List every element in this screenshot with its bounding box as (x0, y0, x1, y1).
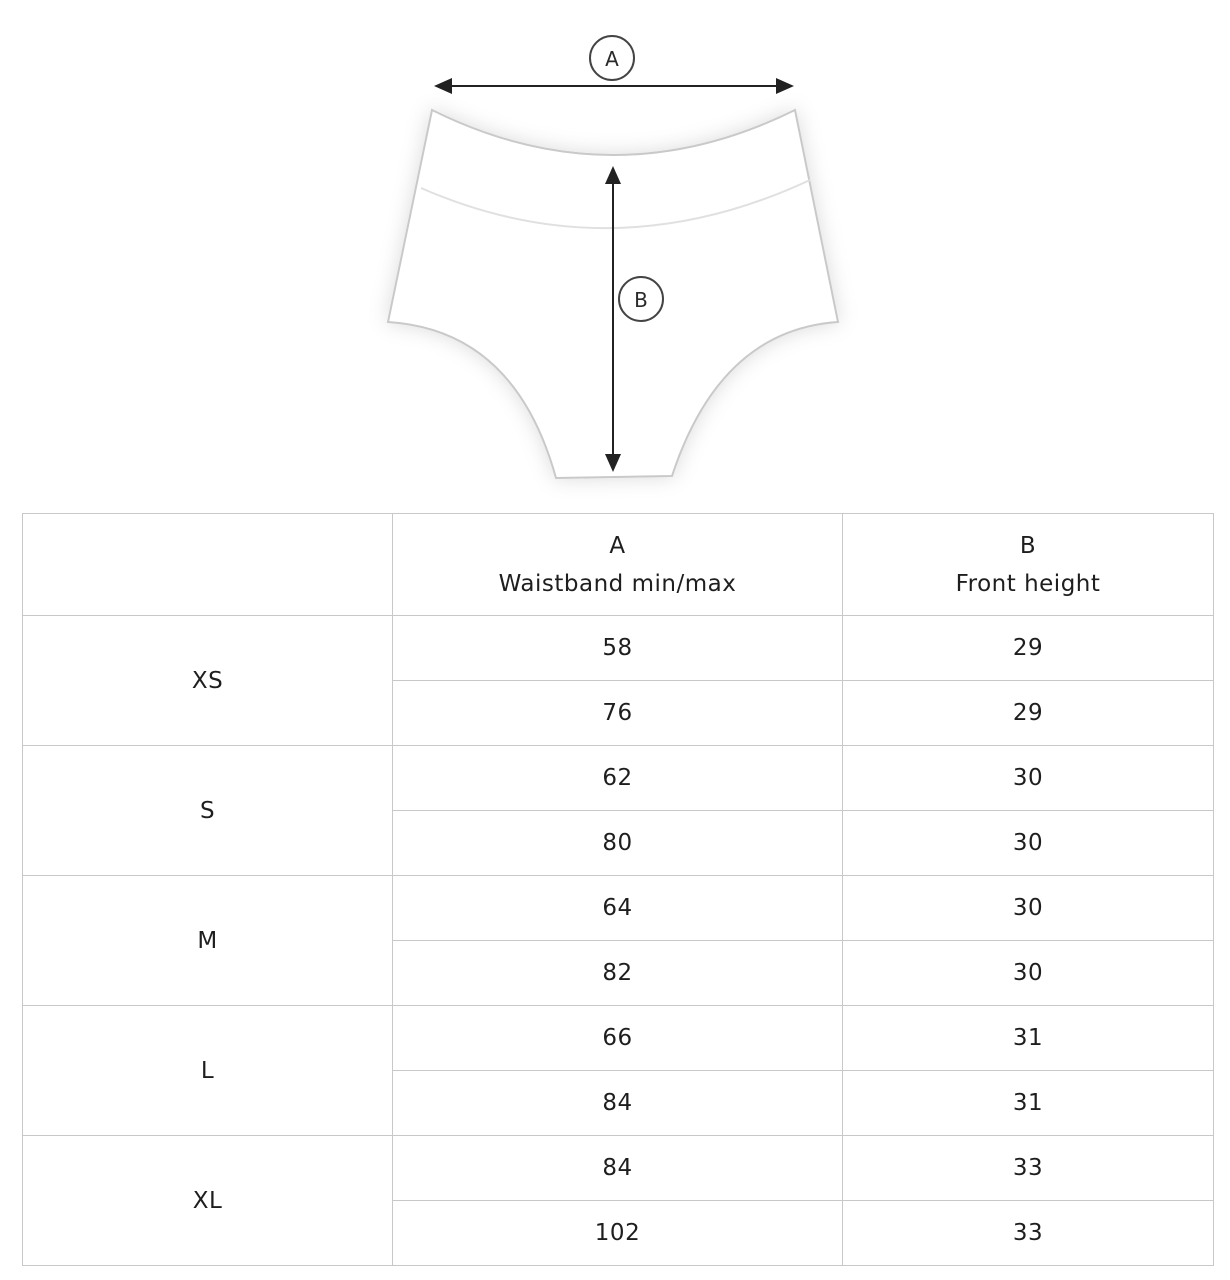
front-height-value: 33 (843, 1136, 1214, 1201)
waistband-value: 80 (393, 811, 843, 876)
header-a-letter: A (609, 532, 626, 559)
size-cell-xl: XL (23, 1136, 393, 1266)
size-chart-table (22, 513, 1214, 1266)
waistband-value: 62 (393, 746, 843, 811)
waistband-value: 66 (393, 1006, 843, 1071)
table-row (23, 746, 1214, 811)
waistband-value: 58 (393, 616, 843, 681)
front-height-value: 30 (843, 746, 1214, 811)
waistband-value: 64 (393, 876, 843, 941)
waistband-value: 102 (393, 1201, 843, 1266)
garment-diagram (0, 0, 1230, 505)
front-height-value: 31 (843, 1006, 1214, 1071)
table-row (23, 616, 1214, 681)
front-height-value: 29 (843, 681, 1214, 746)
header-front-height-cell (843, 514, 1214, 616)
size-cell-l: L (23, 1006, 393, 1136)
front-height-value: 30 (843, 811, 1214, 876)
header-size-cell (23, 514, 393, 616)
front-height-value: 33 (843, 1201, 1214, 1266)
callout-a-label: A (605, 47, 619, 71)
front-height-value: 30 (843, 876, 1214, 941)
front-height-value: 30 (843, 941, 1214, 1006)
table-row (23, 1136, 1214, 1201)
front-height-value: 31 (843, 1071, 1214, 1136)
size-cell-m: M (23, 876, 393, 1006)
table-header-row (23, 514, 1214, 616)
briefs-illustration (0, 0, 1230, 505)
header-b-letter: B (1019, 532, 1037, 559)
waistband-value: 84 (393, 1071, 843, 1136)
table-row (23, 876, 1214, 941)
header-waistband-cell (393, 514, 843, 616)
front-height-value: 29 (843, 616, 1214, 681)
waistband-value: 82 (393, 941, 843, 1006)
callout-b-label: B (634, 288, 648, 312)
header-b-title: Front height (955, 570, 1101, 597)
table-row (23, 1006, 1214, 1071)
size-cell-xs: XS (23, 616, 393, 746)
waistband-value: 76 (393, 681, 843, 746)
size-cell-s: S (23, 746, 393, 876)
waistband-value: 84 (393, 1136, 843, 1201)
header-a-title: Waistband min/max (498, 570, 737, 597)
